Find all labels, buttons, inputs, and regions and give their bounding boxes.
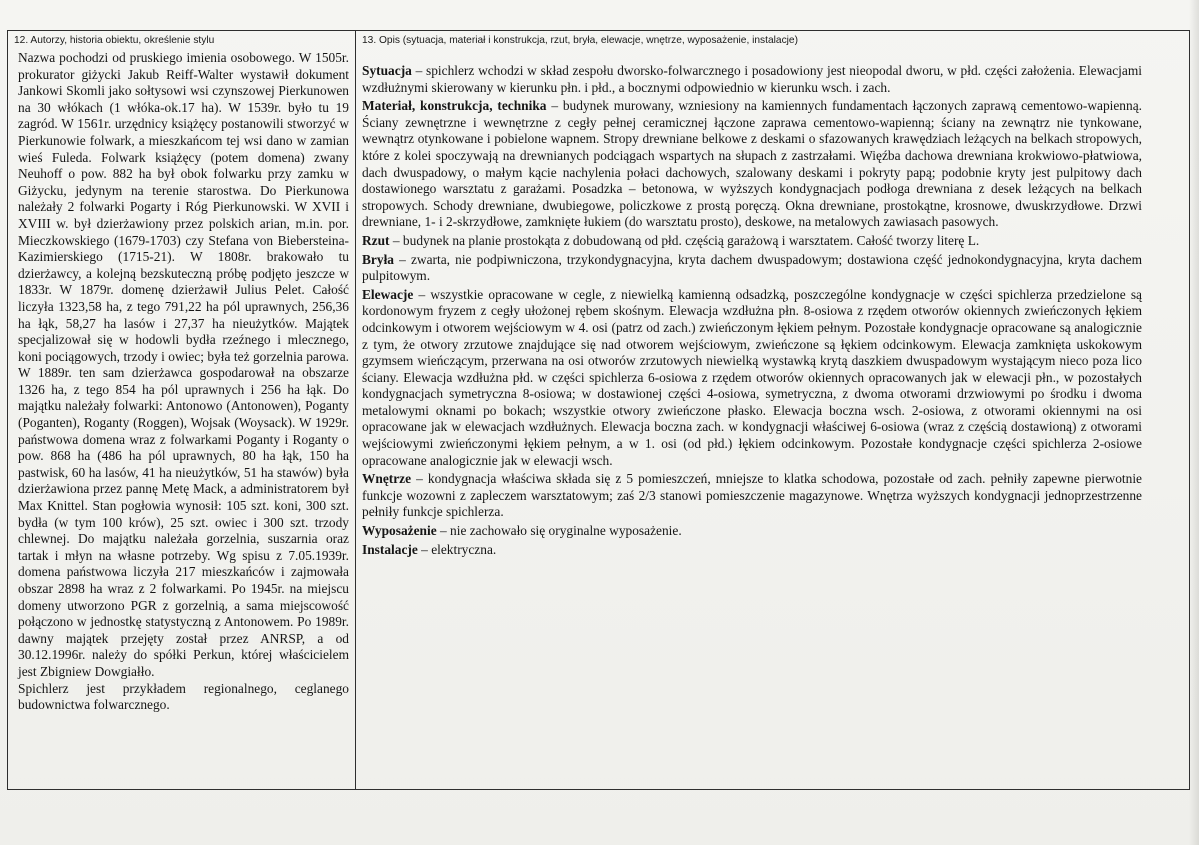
section-bryla (362, 252, 1142, 285)
section-label: Wyposażenie (362, 523, 437, 539)
left-column-header: 12. Autorzy, historia obiektu, określenie stylu (14, 35, 215, 46)
section-material (362, 98, 1142, 231)
history-column (18, 50, 349, 714)
section-label: Materiał, konstrukcja, technika (362, 98, 547, 114)
section-wyposazenie (362, 523, 1142, 540)
style-paragraph: Spichlerz jest przykładem regionalnego, ceglanego budownictwa folwarcznego. (18, 680, 349, 713)
section-text: – kondygnacja właściwa składa się z 5 pomieszczeń, mniejsze to klatka schodowa, pozostałe od zach. pełniły zapewne pierwotnie funkcje wozowni z zapleczem warsztatowym; zaś 2/3 stanowi pomieszczenie magazynowe. Wnętrza wyższych kondygnacji jednoprzestrzenne pełniły funkcje spichlerza. (362, 471, 1142, 520)
section-rzut (362, 233, 1142, 250)
section-label: Elewacje (362, 286, 414, 302)
section-wnetrze (362, 471, 1142, 521)
history-paragraph: Nazwa pochodzi od pruskiego imienia osobowego. W 1505r. prokurator giżycki Jakub Reiff-Walter wystawił dokument Jankowi Skomli jako sołtysowi wsi czynszowej Pierkunowen na 30 włókach (1 włóka-ok.17 ha). W 1539r. było tu 19 zagród. W 1561r. urzędnicy książęcy postanowili stworzyć w Pierkunowie folwark, a mieszkańcom tej wsi dano w zamian wieś Fuleda. Folwark książęcy (potem domena) zwany Neuhoff o pow. 882 ha był obok folwarku przy zamku w Giżycku, jedynym na terenie starostwa. Do Pierkunowa należały 2 folwarki Pogarty i Róg Pierkunowski. W XVII i XVIII w. był dzierżawiony przez polskich arian, m.in. por. Mieczkowskiego (1679-1703) czy Stefana von Biebersteina-Kazimierskiego (1715-21). W 1808r. brakowało tu dzierżawcy, a kolejną bezskuteczną próbę podjęto jeszcze w 1833r. W 1879r. domenę dzierżawił Julius Pelet. Całość liczyła 1323,58 ha, z tego 791,22 ha pól uprawnych, 256,36 ha łąk, 58,27 ha lasów i 27,37 ha nieużytków. Majątek specjalizował się w hodowli bydła rzeźnego i mlecznego, koni pociągowych, trzody i owiec; była też gorzelnia parowa. W 1889r. ten sam dzierżawca gospodarował na obszarze 1326 ha, z tego 854 ha pól uprawnych i 256 ha łąk. Do majątku należały folwarki: Antonowo (Antonowen), Poganty (Poganten), Roganty (Roggen), Wojsak (Woysack). W 1929r. państwowa domena wraz z folwarkami Poganty i Roganty o pow. 868 ha (486 ha pól uprawnych, 80 ha łąk, 150 ha pastwisk, 60 ha lasów, 41 ha nieużytków, 51 ha stawów) była dzierżawiona przez pannę Metę Mack, a administratorem był Max Knittel. Stan pogłowia wynosił: 105 szt. koni, 300 szt. bydła (w tym 100 krów), 25 szt. owiec i 300 szt. trzody chlewnej. Do majątku należała gorzelnia, suszarnia oraz tartak i młyn na własne potrzeby. Wg spisu z 7.05.1939r. domena państwowa liczyła 217 mieszkańców i zajmowała obszar 2898 ha wraz z 2 folwarkami. Po 1945r. na miejscu domeny utworzono PGR z gorzelnią, a sama miejscowość połączono w jednostkę statystyczną z Antonowem. Po 1989r. dawny majątek przejęty został przez ANRSP, a od 30.12.1996r. należy do spółki Perkun, której właścicielem jest Zbigniew Dowgiałło. (18, 50, 349, 679)
section-elewacje (362, 287, 1142, 470)
section-label: Instalacje (362, 541, 418, 557)
section-label: Wnętrze (362, 471, 412, 487)
section-sytuacja (362, 63, 1142, 96)
section-text: – wszystkie opracowane w cegle, z niewielką kamienną odsadzką, poszczególne kondygnacje w części spichlerza przedzielone są kordonowym fryzem z cegły ułożonej rębem skośnym. Elewacja wzdłużna płn. 8-osiowa z rzędem otworów okiennych zwieńczonych łękiem odcinkowym i otworem wejściowym w 4. osi (patrz od zach.) zwieńczonym łękiem pełnym. Pozostałe kondygnacje opracowane są analogicznie z tym, że otwory zrzutowe znajdujące się nad otworem wejściowym, zwieńczone są łękiem odcinkowym. Elewacja zamknięta uskokowym gzymsem wieńczącym, przerwana na osi otworów zrzutowych niewielką wystawką krytą daszkiem dwuspadowym wystającym nieco poza lico ściany. Elewacja wzdłużna płd. w części spichlerza 6-osiowa z rzędem otworów okiennych opracowanych jak w elewacji płn., w pozostałych kondygnacjach symetryczna 8-osiowa; w dostawionej części 4-osiowa, symetryczna, z dwoma otworami drzwiowymi po środku i dwoma metalowymi oknami po bokach; wszystkie otwory zwieńczone płasko. Elewacja boczna wsch. 2-osiowa, z otworami okiennymi na osi opracowane jak w elewacjach wzdłużnych. Elewacja boczna zach. w kondygnacji właściwej 6-osiowa (wraz z częścią dostawioną) z otworami wejściowymi zwieńczonymi łękiem pełnym, a w 1. osi (od płd.) łękiem odcinkowym. Pozostałe kondygnacje części spichlerza 2-osiowe opracowane analogicznie jak w elewacji wsch. (362, 286, 1142, 468)
section-text: – nie zachowało się oryginalne wyposażenie. (436, 523, 682, 539)
section-text: – budynek na planie prostokąta z dobudowaną od płd. częścią garażową i warsztatem. Całość tworzy literę L. (389, 232, 980, 248)
section-label: Bryła (362, 251, 394, 267)
description-column (362, 63, 1142, 560)
section-label: Sytuacja (362, 63, 412, 78)
column-divider (355, 30, 356, 790)
section-label: Rzut (362, 232, 390, 248)
right-column-header: 13. Opis (sytuacja, materiał i konstrukcja, rzut, bryła, elewacje, wnętrze, wyposażenie, instalacje) (362, 35, 798, 46)
section-text: – zwarta, nie podpiwniczona, trzykondygnacyjna, kryta dachem dwuspadowym; dostawiona część jednokondygnacyjna, kryta dachem pulpitowym. (362, 251, 1142, 284)
section-text: – budynek murowany, wzniesiony na kamiennych fundamentach łączonych zaprawą cementowo-wapienną. Ściany zewnętrzne i wewnętrzne z cegły pełnej ceramicznej łączone zaprawa cementowo-wapienną; ściany na zewnątrz nie tynkowane, wewnątrz otynkowane i pobielone wapnem. Stropy drewniane belkowe z deskami o sfazowanych krawędziach leżących na belkach stropowych, które z kolei spoczywają na drewnianych podciągach wspartych na słupach z zastrzałami. Więźba dachowa drewniana krokwiowo-płatwiowa, dach dwuspadowy, o małym kącie nachylenia połaci dachowych, szalowany deskami i pokryty papą; podobnie kryty jest pulpitowy dach dostawionego warsztatu z garażami. Posadzka – betonowa, w wyższych kondygnacjach podłoga drewniana z desek leżących na belkach stropowych. Schody drewniane, dwubiegowe, policzkowe z prostą poręczą. Okna drewniane, prostokątne, krosnowe, dwuskrzydłowe. Drzwi drewniane, 1- i 2-skrzydłowe, zamknięte łukiem (do warsztatu prosto), deskowe, na metalowych zawiasach pasowych. (362, 98, 1142, 230)
scan-edge-shadow (1189, 0, 1199, 845)
section-text: – spichlerz wchodzi w skład zespołu dworsko-folwarcznego i posadowiony jest nieopodal dworu, w płd. części założenia. Elewacjami wzdłużnymi skierowany w kierunku płn. i płd., a bocznymi odpowiednio w kierunku wsch. i zach. (362, 63, 1142, 95)
section-text: – elektryczna. (417, 541, 497, 557)
section-instalacje (362, 542, 1142, 559)
